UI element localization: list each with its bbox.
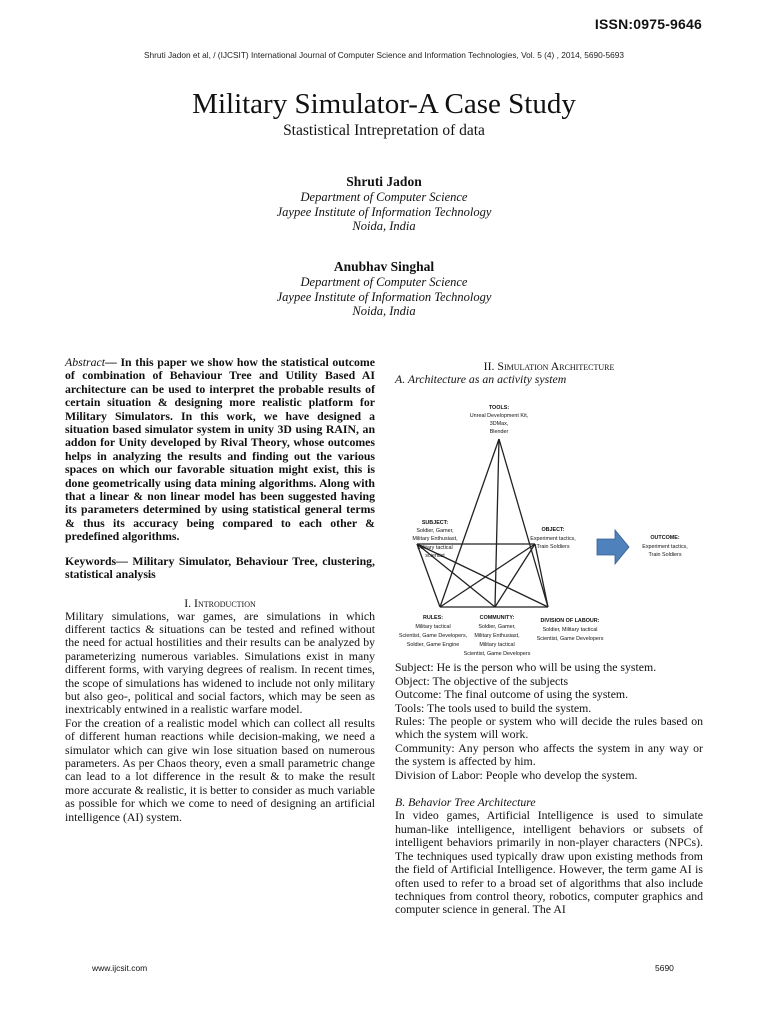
node-outcome — [642, 535, 688, 558]
keywords-text: Keywords— Military Simulator, Behaviour Tree, clustering, statistical analysis — [65, 553, 375, 582]
footer-website: www.ijcsit.com — [92, 963, 148, 973]
definition-item: Community: Any person who affects the system in any way or the system is affected by him. — [395, 740, 703, 769]
node-tools — [470, 405, 529, 435]
author-block-2 — [0, 258, 768, 319]
rules-line: Military tactical — [415, 624, 451, 631]
subject-title: SUBJECT: — [421, 520, 449, 527]
left-column — [65, 356, 375, 824]
abstract-text: — In this paper we show how the statistical outcome of combination of Behaviour Tree and Utility Based AI architecture can be used to interpret the probable results of certain situation & designing more realistic platform for Military Simulators. In this work, we have designed a situation based simulator system in unity 3D using RAIN, an addon for Unity developed by Rival Theory, whose outcomes helps in analyzing the results and finding out the various spaces on which our favorable situation might exist, this is done geometrically using data mining algorithms. Along with that a linear & non linear model has been suggested having its parameters determined by using statistical general terms & thus its accuracy being compared to each other & predefined algorithms. — [65, 355, 375, 544]
definition-item: Subject: He is the person who will be using the system. — [395, 660, 657, 675]
paper-subtitle: Stastistical Intrepretation of data — [283, 122, 485, 139]
tools-line: 3DMax, — [489, 421, 509, 428]
diagram-line — [499, 439, 548, 607]
rules-line: Soldier, Game Engine — [406, 642, 460, 649]
community-line: Military tactical — [479, 642, 515, 649]
division-title: DIVISION OF LABOUR: — [540, 618, 600, 625]
intro-paragraph: Military simulations, war games, are simulations in which different tactics & situations can be tested and refined without the need for actual hostilities and their results can be analyzed by parameterizing numerous variables. Simulations exist in many different forms, with varying degrees of realism. In recent times, the scope of simulations has widened to include not only military but also geo-, political and social factors, which may be seen as inextricably entwined in a realistic warfare model. — [65, 608, 375, 717]
author-department: Department of Computer Science — [300, 190, 468, 204]
role-definitions — [395, 661, 703, 782]
node-subject — [412, 520, 458, 559]
rules-line: Scientist, Game Developers, — [398, 633, 468, 640]
diagram-line — [440, 544, 535, 607]
subject-line: Soldier, Gamer, — [416, 528, 454, 535]
subject-line: scientist — [425, 553, 445, 560]
community-line: Soldier, Gamer, — [478, 624, 516, 631]
author-name: Anubhav Singhal — [333, 259, 435, 274]
section-heading-simulation-architecture: II. Simulation Architecture — [483, 359, 615, 373]
tools-line: Blender — [489, 429, 509, 436]
outcome-title: OUTCOME: — [650, 535, 680, 542]
node-object — [530, 527, 576, 550]
author-name: Shruti Jadon — [346, 174, 422, 189]
behavior-tree-body — [395, 809, 703, 916]
outcome-arrow-icon — [597, 530, 629, 564]
keywords — [65, 555, 375, 582]
abstract — [65, 356, 375, 544]
author-location: Noida, India — [352, 219, 416, 233]
community-line: Scientist, Game Developers — [463, 651, 531, 658]
right-column — [395, 359, 703, 917]
outcome-line: Train Soldiers — [648, 552, 682, 559]
outcome-line: Experiment tactics, — [642, 544, 688, 551]
definition-item: Division of Labor: People who develop the system. — [395, 767, 638, 782]
node-rules — [399, 615, 468, 648]
author-department: Department of Computer Science — [300, 275, 468, 289]
intro-paragraph: For the creation of a realistic model which can collect all results of different human reactions while decision-making, we need a simulator which can give win lose situation based on numerous parameters. As per Chaos theory, even a small parametric change can lead to a lot difference in the result & to make the result more accurate & realistic, it is better to consider as much variable as possible for which we come to need of designing an artificial intelligence (AI) system. — [65, 715, 375, 824]
community-line: Military Enthusiast, — [474, 633, 520, 640]
subsection-heading-behavior-tree: B. Behavior Tree Architecture — [395, 795, 536, 810]
diagram-line — [535, 544, 548, 607]
subsection-heading-activity-system: A. Architecture as an activity system — [395, 372, 567, 386]
definition-item: Rules: The people or system who will decide the rules based on which the system will work. — [395, 714, 703, 742]
paper-title: Military Simulator-A Case Study — [192, 88, 576, 120]
tools-title: TOOLS: — [488, 405, 510, 412]
author-block-1 — [0, 173, 768, 234]
footer-page-number: 5690 — [655, 963, 674, 973]
division-line: Scientist, Game Developers — [536, 636, 604, 643]
abstract-lead: Abstract — [65, 355, 105, 369]
section-heading-introduction: I. Introduction — [184, 595, 256, 610]
tools-line: Unreal Development Kit, — [469, 413, 529, 420]
subject-line: Military Enthusiast, — [412, 536, 458, 543]
object-title: OBJECT: — [541, 527, 565, 534]
behavior-paragraph: In video games, Artificial Intelligence is used to simulate human-like intelligence, intelligent behaviors or subsets of intelligent behaviors primarily in non-player characters (NPCs). The techniques used typically draw upon existing methods from the field of Artificial Intelligence. However, the term game AI is often used to refer to a broad set of algorithms that also include techniques from control theory, robotics, computer graphics and computer science in general. The AI — [395, 808, 703, 917]
author-institute: Jaypee Institute of Information Technology — [276, 289, 492, 304]
object-line: Train Soldiers — [536, 544, 570, 551]
author-institute: Jaypee Institute of Information Technology — [276, 204, 492, 219]
author-location: Noida, India — [352, 304, 416, 318]
community-title: COMMUNITY: — [479, 615, 515, 622]
activity-system-diagram — [395, 389, 695, 661]
diagram-line — [440, 439, 499, 607]
subject-line: Military tactical — [417, 545, 453, 552]
rules-title: RULES: — [422, 615, 444, 622]
introduction-body — [65, 610, 375, 825]
running-head: Shruti Jadon et al, / (IJCSIT) International Journal of Computer Science and Information Technologies, Vol. 5 (4) , 2014, 5690-5693 — [144, 50, 624, 60]
node-community — [464, 615, 531, 657]
object-line: Experiment tactics, — [530, 536, 576, 543]
definition-item: Tools: The tools used to build the system. — [395, 700, 592, 715]
issn-number: ISSN:0975-9646 — [594, 16, 702, 32]
definition-item: Object: The objective of the subjects — [395, 673, 569, 688]
definition-item: Outcome: The final outcome of using the system. — [395, 687, 629, 702]
division-line: Soldier, Military tactical — [542, 627, 598, 634]
node-division-of-labour — [537, 618, 604, 642]
